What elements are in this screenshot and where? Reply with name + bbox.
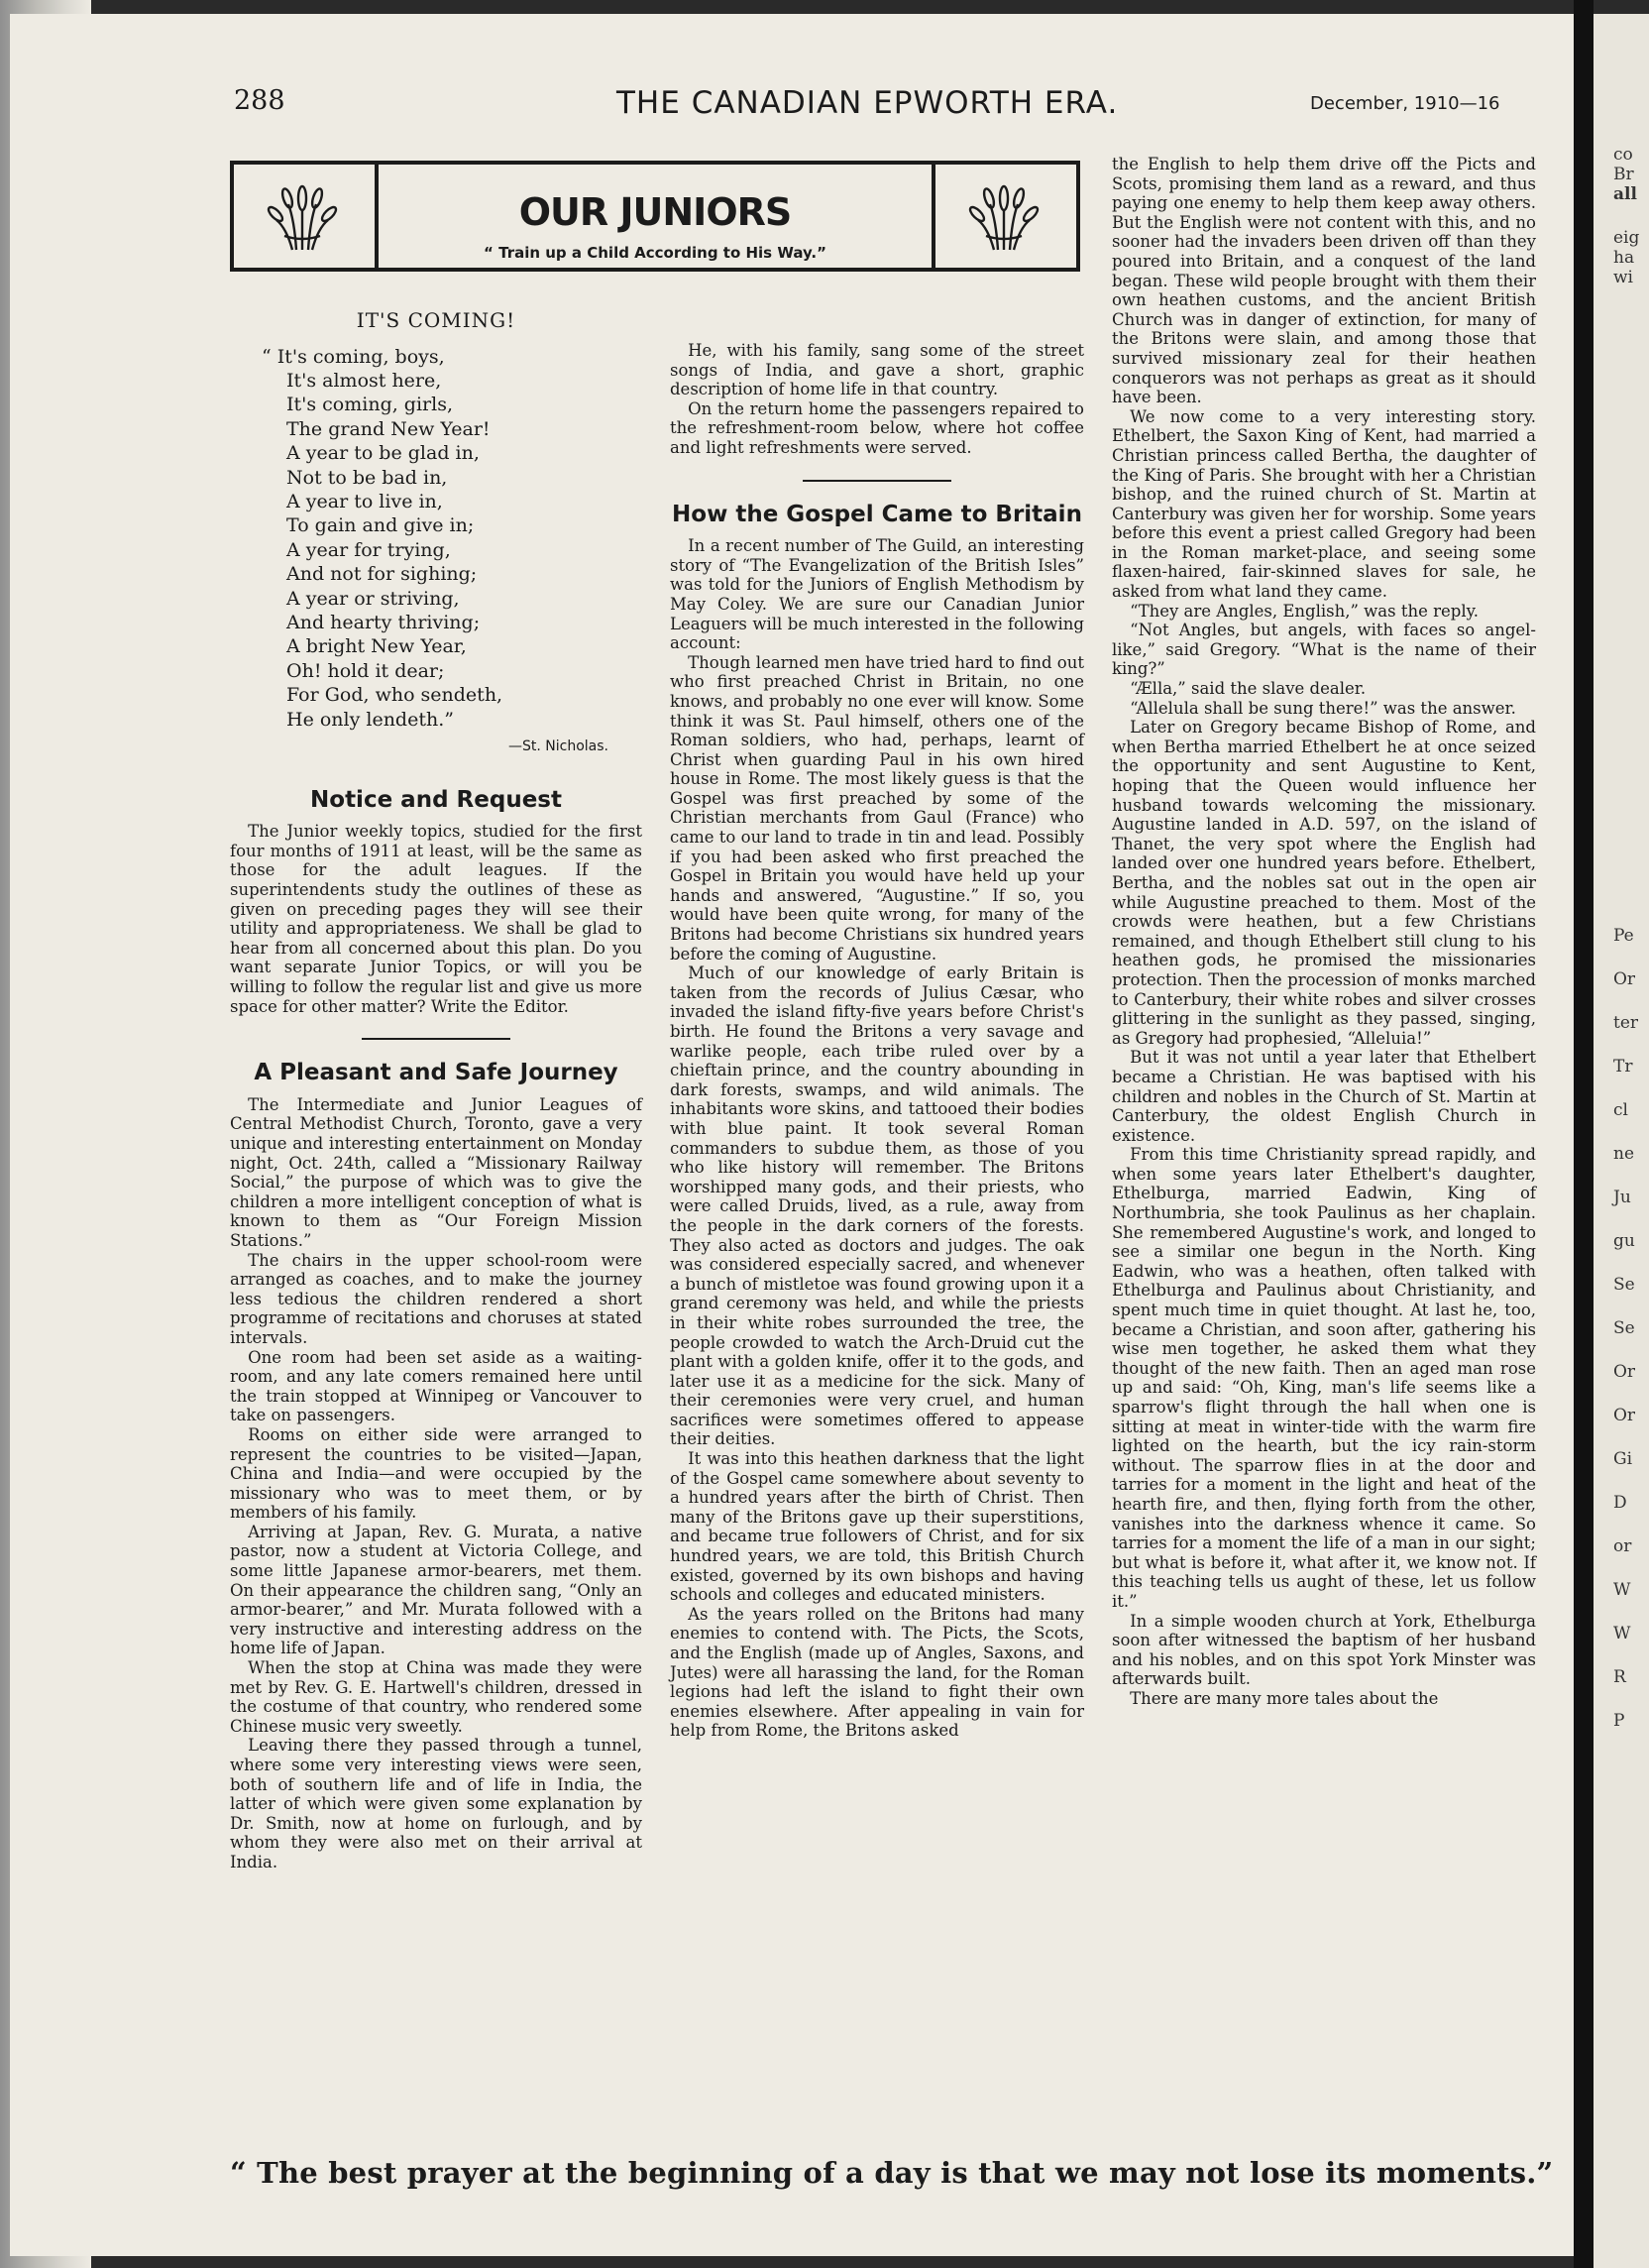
poem-line: A year to be glad in,: [286, 442, 480, 465]
next-page-fragment: D: [1613, 1493, 1627, 1513]
journey-paragraph: The chairs in the upper school-room were arranged as coaches, and to make the journey less tedious the children rendered a short programme of recitations and choruses at stated intervals.: [230, 1250, 642, 1347]
next-page-fragment: Pe: [1613, 926, 1634, 946]
next-page-fragment: all: [1613, 184, 1637, 204]
next-page-fragment: ne: [1613, 1144, 1635, 1164]
page-number: 288: [234, 85, 285, 116]
poem-line: “ It's coming, boys,: [262, 345, 445, 368]
poem-line: For God, who sendeth,: [286, 684, 503, 707]
poem-body: [230, 345, 642, 733]
gospel-paragraph: “Allelula shall be sung there!” was the answer.: [1130, 698, 1516, 718]
magazine-title: THE CANADIAN EPWORTH ERA.: [616, 85, 1119, 121]
poem-line: The grand New Year!: [286, 417, 491, 440]
notice-paragraph: The Junior weekly topics, studied for the first four months of 1911 at least, will be the same as those for the adult leagues. If the superintendents study the outlines of these as given on preceding pages they will see their utility and appropriateness. We shall be glad to hear from all concerned about this plan. Do you want separate Junior Topics, or will you be willing to follow the regular list and give us more space for other matter? Write the Editor.: [230, 822, 642, 1016]
gospel-paragraph: Much of our knowledge of early Britain is taken from the records of Julius Cæsar, who invaded the island fifty-five years before Christ's birth. He found the Britons a very savage and warlike people, each tribe ruled over by a chieftain prince, and the country abounding in dark forests, swamps, and wild animals. The inhabitants wore skins, and tattooed their bodies with blue paint. It took several Roman commanders to subdue them, as those of you who like history will remember. The Britons worshipped many gods, and their priests, who were called Druids, lived, as a rule, away from the people in the dark corners of the forests. They also acted as doctors and judges. The oak was considered especially sacred, and whenever a bunch of mistletoe was found growing upon it a grand ceremony was held, and while the priests in their white robes surrounded the tree, the people crowded to watch the Arch-Druid cut the plant with a golden knife, offer it to the gods, and later use it as a medicine for the sick. Many of their ceremonies were very cruel, and human sacrifices were sometimes offered to appease their deities.: [670, 964, 1084, 1449]
journey-paragraph: Arriving at Japan, Rev. G. Murata, a native pastor, now a student at Victoria College, and some little Japanese armor-bearers, met them. On their appearance the children sang, “Only an armor-bearer,” and Mr. Murata followed with a very instructive and interesting address on the home life of Japan.: [230, 1522, 642, 1658]
next-page-fragment: co: [1613, 145, 1633, 165]
gospel-paragraph: We now come to a very interesting story. Ethelbert, the Saxon King of Kent, had married a Christian princess called Bertha, the daughter of the King of Paris. She brought with her a Christian bishop, and the ruined church of St. Martin at Canterbury was given her for worship. Some years before this event a priest called Gregory had been in the Roman market-place, and seeing some flaxen-haired, fair-skinned slaves for sale, he asked from what land they came.: [1112, 406, 1536, 602]
gospel-paragraph: “Not Angles, but angels, with faces so angel-like,” said Gregory. “What is the name of their king?”: [1112, 621, 1536, 679]
gospel-paragraph: Though learned men have tried hard to find out who first preached Christ in Britain, no one knows, and probably no one ever will know. Some think it was St. Paul himself, others one of the Roman soldiers, who had, perhaps, learnt of Christ when guarding Paul in his own hired house in Rome. The most likely guess is that the Gospel was first preached by some of the Christian merchants from Gaul (France) who came to our land to trade in tin and lead. Possibly if you had been asked who first preached the Gospel in Britain you would have held up your hands and answered, “Augustine.” If so, you would have been quite wrong, for many of the Britons had become Christians six hundred years before the coming of Augustine.: [670, 652, 1084, 964]
column-3: [1112, 155, 1536, 1709]
poem-line: Oh! hold it dear;: [286, 659, 445, 682]
poem-line: He only lendeth.”: [286, 708, 454, 731]
next-page-fragment: W: [1613, 1580, 1631, 1600]
next-page-fragment: or: [1613, 1536, 1632, 1556]
banner-subtitle: “ Train up a Child According to His Way.”: [484, 244, 826, 262]
section-divider: [803, 480, 951, 482]
journey-heading: A Pleasant and Safe Journey: [254, 1060, 618, 1086]
gospel-paragraph: There are many more tales about the: [1130, 1688, 1439, 1708]
column-2: [670, 341, 1084, 1741]
notice-heading: Notice and Request: [310, 786, 562, 813]
gospel-paragraph: In a simple wooden church at York, Ethelburga soon after witnessed the baptism of her husband and his nobles, and on this spot York Minster was afterwards built.: [1112, 1611, 1536, 1689]
gospel-paragraph: “They are Angles, English,” was the reply.: [1130, 601, 1479, 621]
next-page-fragment: wi: [1613, 268, 1633, 287]
gospel-paragraph: As the years rolled on the Britons had many enemies to contend with. The Picts, the Scots, and the English (made up of Angles, Saxons, and Jutes) were all harassing the land, for the Roman legions had left the island to fight their own enemies elsewhere. After appealing in vain for help from Rome, the Britons asked: [670, 1604, 1084, 1741]
next-page-fragment: R: [1613, 1667, 1626, 1687]
poem-line: Not to be bad in,: [286, 466, 448, 489]
next-page-fragment: Se: [1613, 1275, 1635, 1295]
gospel-paragraph: “Ælla,” said the slave dealer.: [1130, 679, 1367, 699]
journey-paragraph: On the return home the passengers repaired to the refreshment-room below, where hot coffee and light refreshments were served.: [670, 398, 1084, 457]
section-banner: [230, 161, 1080, 272]
gospel-heading: How the Gospel Came to Britain: [672, 501, 1082, 527]
banner-ornament-left: [234, 165, 379, 268]
journey-paragraph: One room had been set aside as a waiting-room, and any late comers remained here until the train stopped at Winnipeg or Vancouver to take on passengers.: [230, 1347, 642, 1425]
banner-title: OUR JUNIORS: [518, 190, 792, 234]
poem-line: It's almost here,: [286, 370, 442, 392]
journey-paragraph: When the stop at China was made they were met by Rev. G. E. Hartwell's children, dressed in the costume of that country, who rendered some Chinese music very sweetly.: [230, 1658, 642, 1736]
gospel-paragraph: From this time Christianity spread rapidly, and when some years later Ethelbert's daughter, Ethelburga, married Eadwin, King of Northumbria, she took Paulinus as her chaplain. She remembered Augustine's work, and longed to see a similar one begun in the North. King Eadwin, who was a heathen, often talked with Ethelburga and Paulinus about Christianity, and spent much time in quiet thought. At last he, too, became a Christian, and soon after, gathering his wise men together, he asked them what they thought of the new faith. Then an aged man rose up and said: “Oh, King, man's life seems like a sparrow's flight through the hall when one is sitting at meat in winter-tide with the warm fire lighted on the hearth, but the icy rain-storm without. The sparrow flies in at the door and tarries for a moment in the light and heat of the hearth fire, and then, flying forth from the other, vanishes into the darkness whence it came. So tarries for a moment the life of a man in our sight; but what is before it, what after it, we know not. If this teaching tells us aught of these, let us follow it.”: [1112, 1145, 1536, 1611]
wheat-sheaf-icon: [267, 180, 338, 252]
gospel-paragraph: Later on Gregory became Bishop of Rome, and when Bertha married Ethelbert he at once seized the opportunity and sent Augustine to Kent, hoping that the Queen would influence her husband towards welcoming the missionary. Augustine landed in A.D. 597, on the island of Thanet, the very spot where the English had landed over one hundred years before. Ethelbert, Bertha, and the nobles sat out in the open air while Augustine preached to them. Most of the crowds were heathen, but a few Christians remained, and though Ethelbert still clung to his heathen gods, he promised the missionaries protection. Then the procession of monks marched to Canterbury, their white robes and silver crosses glittering in the sunlight as they passed, singing, as Gregory had prophesied, “Alleluia!”: [1112, 718, 1536, 1048]
next-page-fragment: P: [1613, 1711, 1625, 1731]
next-page-edge: [1594, 14, 1649, 2268]
next-page-fragment: Or: [1613, 1362, 1636, 1382]
next-page-fragment: Or: [1613, 1406, 1636, 1425]
poem-line: To gain and give in;: [286, 514, 475, 537]
next-page-fragment: cl: [1613, 1100, 1628, 1120]
poem-line: A bright New Year,: [286, 635, 467, 658]
next-page-fragment: ha: [1613, 248, 1635, 268]
magazine-page: [10, 14, 1584, 2256]
next-page-fragment: Tr: [1613, 1057, 1633, 1077]
issue-date: December, 1910—16: [1310, 93, 1500, 114]
banner-ornament-right: [932, 165, 1076, 268]
poem-line: And not for sighing;: [286, 563, 478, 586]
next-page-fragment: ter: [1613, 1013, 1639, 1033]
next-page-fragment: Se: [1613, 1318, 1635, 1338]
footer-quote: “ The best prayer at the beginning of a day is that we may not lose its moments.”: [230, 2156, 1554, 2190]
gospel-paragraph: In a recent number of The Guild, an interesting story of “The Evangelization of the British Isles” was told for the Juniors of English Methodism by May Coley. We are sure our Canadian Junior Leaguers will be much interested in the following account:: [670, 536, 1084, 653]
poem-line: A year to live in,: [286, 491, 443, 513]
poem-line: A year or striving,: [286, 587, 460, 610]
journey-paragraph: The Intermediate and Junior Leagues of Central Methodist Church, Toronto, gave a very unique and interesting entertainment on Monday night, Oct. 24th, called a “Missionary Railway Social,” the purpose of which was to give the children a more intelligent conception of what is known to them as “Our Foreign Mission Stations.”: [230, 1094, 642, 1250]
next-page-fragment: W: [1613, 1624, 1631, 1644]
journey-paragraph: Leaving there they passed through a tunnel, where some very interesting views were seen, both of southern life and of life in India, the latter of which were given some explanation by Dr. Smith, now at home on furlough, and by whom they were also met on their arrival at India.: [230, 1736, 642, 1871]
next-page-fragment: Br: [1613, 165, 1634, 184]
gospel-paragraph: the English to help them drive off the Picts and Scots, promising them land as a reward, and thus paying one enemy to help them keep away others. But the English were not content with this, and no sooner had the invaders been driven off than they poured into Britain, and a conquest of the land began. These wild people brought with them their own heathen customs, and the ancient British Church was in danger of extinction, for many of the Britons were slain, and among those that survived missionary zeal for their heathen conquerors was not perhaps as great as it should have been.: [1112, 155, 1536, 407]
poem-title: IT'S COMING!: [356, 308, 516, 332]
poem-attribution: —St. Nicholas.: [508, 738, 608, 755]
gospel-paragraph: It was into this heathen darkness that the light of the Gospel came somewhere about seventy to a hundred years after the birth of Christ. Then many of the Britons gave up their superstitions, and became true followers of Christ, and for six hundred years, we are told, this British Church existed, governed by its own bishops and having schools and colleges and educated ministers.: [670, 1449, 1084, 1605]
next-page-fragment: Gi: [1613, 1449, 1633, 1469]
next-page-fragment: Ju: [1613, 1188, 1631, 1207]
journey-paragraph: Rooms on either side were arranged to represent the countries to be visited—Japan, China and India—and were occupied by the missionary who was to meet them, or by members of his family.: [230, 1424, 642, 1523]
poem-line: A year for trying,: [286, 538, 451, 561]
next-page-fragment: eig: [1613, 228, 1640, 248]
column-1: [230, 307, 642, 1872]
gospel-paragraph: But it was not until a year later that Ethelbert became a Christian. He was baptised with his children and nobles in the Church of St. Martin at Canterbury, the oldest English Church in existence.: [1112, 1048, 1536, 1145]
poem-line: It's coming, girls,: [286, 394, 453, 416]
next-page-fragment: gu: [1613, 1231, 1635, 1251]
wheat-sheaf-icon: [968, 180, 1040, 252]
section-divider: [362, 1038, 510, 1040]
journey-paragraph: He, with his family, sang some of the street songs of India, and gave a short, graphic description of home life in that country.: [670, 341, 1084, 399]
page-gutter: [1574, 0, 1594, 2268]
poem-line: And hearty thriving;: [286, 612, 481, 634]
next-page-fragment: Or: [1613, 969, 1636, 989]
